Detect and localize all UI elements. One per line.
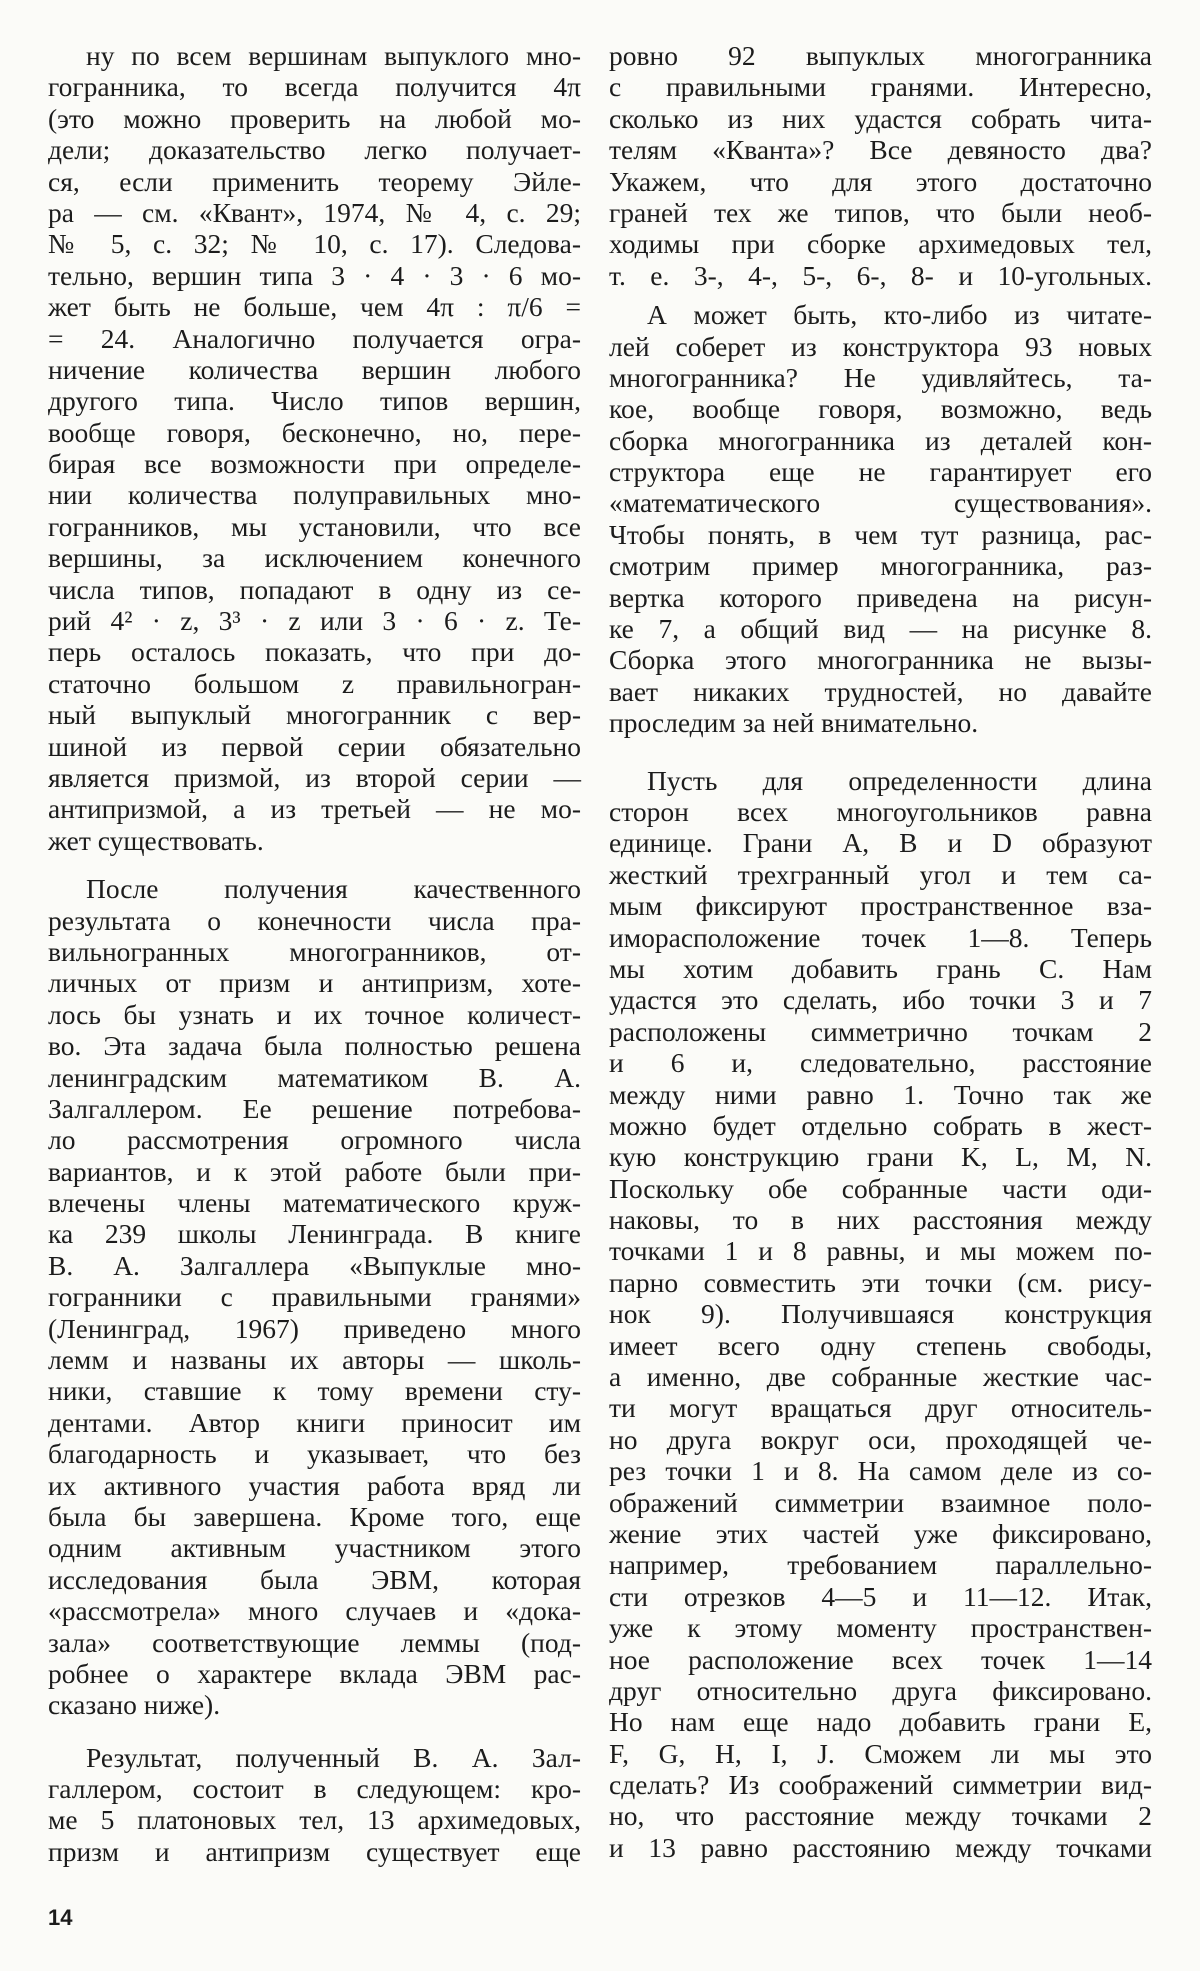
text-line: сколько из них удастся собрать чита- bbox=[609, 102, 1152, 134]
text-line: наковы, то в них расстояния между bbox=[609, 1204, 1152, 1236]
text-line: сторон всех многоугольников равна bbox=[609, 795, 1152, 827]
text-line: единице. Грани A, B и D образуют bbox=[609, 827, 1152, 859]
text-line: является призмой, из второй серии — bbox=[48, 761, 581, 793]
text-line: ленинградским математиком В. А. bbox=[48, 1061, 581, 1093]
text-line: Результат, полученный В. А. Зал- bbox=[86, 1741, 581, 1773]
text-line: благодарность и указывает, что без bbox=[48, 1438, 581, 1470]
text-line: дели; доказательство легко получает- bbox=[48, 134, 581, 166]
text-line: была бы завершена. Кроме того, еще bbox=[48, 1500, 581, 1532]
text-line: статочно большом z правильногран- bbox=[48, 667, 581, 699]
text-line: перь осталось показать, что при до- bbox=[48, 636, 581, 668]
text-line: ображений симметрии взаимное поло- bbox=[609, 1486, 1152, 1518]
text-line: многогранника? Не удивляйтесь, та- bbox=[609, 361, 1152, 393]
text-line: А может быть, кто-либо из читате- bbox=[647, 299, 1152, 331]
text-line: но, что расстояние между точками 2 bbox=[609, 1800, 1152, 1832]
text-line: вертка которого приведена на рисун- bbox=[609, 581, 1152, 613]
text-line: их активного участия работа вряд ли bbox=[48, 1469, 581, 1501]
text-line: вообще говоря, бесконечно, но, пере- bbox=[48, 416, 581, 448]
text-line: бирая все возможности при определе- bbox=[48, 448, 581, 480]
text-line: исследования была ЭВМ, которая bbox=[48, 1563, 581, 1595]
text-line: между ними равно 1. Точно так же bbox=[609, 1078, 1152, 1110]
text-line: Залгаллером. Ее решение потребова- bbox=[48, 1092, 581, 1124]
paragraph bbox=[48, 1742, 581, 1868]
text-line: влечены члены математического круж- bbox=[48, 1187, 581, 1219]
text-line: кое, вообще говоря, возможно, ведь bbox=[609, 393, 1152, 425]
text-line: мым фиксируют пространственное вза- bbox=[609, 890, 1152, 922]
paragraph bbox=[48, 40, 581, 856]
text-line: ке 7, а общий вид — на рисунке 8. bbox=[609, 613, 1152, 645]
text-line: «математического существования». bbox=[609, 487, 1152, 519]
text-line: нок 9). Получившаяся конструкция bbox=[609, 1298, 1152, 1330]
text-line: сделать? Из соображений симметрии вид- bbox=[609, 1769, 1152, 1801]
text-line: ти могут вращаться друг относитель- bbox=[609, 1392, 1152, 1424]
text-line: Чтобы понять, в чем тут разница, рас- bbox=[609, 518, 1152, 550]
paragraph bbox=[48, 873, 581, 1721]
text-line: ходимы при сборке архимедовых тел, bbox=[609, 228, 1152, 260]
text-line: проследим за ней внимательно. bbox=[609, 707, 979, 739]
text-line: Сборка этого многогранника не вызы- bbox=[609, 644, 1152, 676]
text-line: во. Эта задача была полностью решена bbox=[48, 1030, 581, 1062]
text-line: галлером, состоит в следующем: кро- bbox=[48, 1773, 581, 1805]
text-line: тельно, вершин типа 3 · 4 · 3 · 6 мо- bbox=[48, 259, 581, 291]
text-line: числа типов, попадают в одну из се- bbox=[48, 573, 581, 605]
text-line: например, требованием параллельно- bbox=[609, 1549, 1152, 1581]
text-line: можно будет отдельно собрать в жест- bbox=[609, 1109, 1152, 1141]
text-line: вильногранных многогранников, от- bbox=[48, 935, 581, 967]
text-line: т. е. 3-, 4-, 5-, 6-, 8- и 10-угольных. bbox=[609, 259, 1152, 291]
text-line: Укажем, что для этого достаточно bbox=[609, 165, 1152, 197]
text-line: зала» соответствующие леммы (под- bbox=[48, 1626, 581, 1658]
text-line: сборка многогранника из деталей кон- bbox=[609, 424, 1152, 456]
text-line: имеет всего одну степень свободы, bbox=[609, 1329, 1152, 1361]
text-line: а именно, две собранные жесткие час- bbox=[609, 1361, 1152, 1393]
text-line: и 13 равно расстоянию между точками bbox=[609, 1831, 1152, 1863]
text-line: ме 5 платоновых тел, 13 архимедовых, bbox=[48, 1804, 581, 1836]
text-line: После получения качественного bbox=[86, 873, 581, 905]
text-line: Но нам еще надо добавить грани E, bbox=[609, 1706, 1152, 1738]
paragraph bbox=[609, 40, 1152, 291]
text-line: друг относительно друга фиксировано. bbox=[609, 1674, 1152, 1706]
text-line: с правильными гранями. Интересно, bbox=[609, 71, 1152, 103]
page-number: 14 bbox=[48, 1905, 73, 1930]
text-line: личных от призм и антипризм, хоте- bbox=[48, 967, 581, 999]
text-line: телям «Кванта»? Все девяносто два? bbox=[609, 134, 1152, 166]
paragraph bbox=[609, 765, 1152, 1864]
text-line: (это можно проверить на любой мо- bbox=[48, 102, 581, 134]
text-line: уже к этому моменту пространствен- bbox=[609, 1612, 1152, 1644]
text-line: вает никаких трудностей, но давайте bbox=[609, 675, 1152, 707]
text-line: робнее о характере вклада ЭВМ рас- bbox=[48, 1657, 581, 1689]
text-line: расположены симметрично точкам 2 bbox=[609, 1015, 1152, 1047]
text-line: гогранников, мы установили, что все bbox=[48, 510, 581, 542]
text-line: жесткий трехгранный угол и тем са- bbox=[609, 858, 1152, 890]
text-line: ка 239 школы Ленинграда. В книге bbox=[48, 1218, 581, 1250]
text-line: «рассмотрела» много случаев и «дока- bbox=[48, 1595, 581, 1627]
text-line: = 24. Аналогично получается огра- bbox=[48, 322, 581, 354]
text-line: кую конструкцию грани K, L, M, N. bbox=[609, 1141, 1152, 1173]
text-line: парно совместить эти точки (см. рису- bbox=[609, 1266, 1152, 1298]
text-line: F, G, H, I, J. Сможем ли мы это bbox=[609, 1737, 1152, 1769]
text-line: структора еще не гарантирует его bbox=[609, 456, 1152, 488]
text-line: сти отрезков 4—5 и 11—12. Итак, bbox=[609, 1580, 1152, 1612]
text-line: В. А. Залгаллера «Выпуклые мно- bbox=[48, 1249, 581, 1281]
text-line: другого типа. Число типов вершин, bbox=[48, 385, 581, 417]
text-line: ся, если применить теорему Эйле- bbox=[48, 165, 581, 197]
text-line: удастся это сделать, ибо точки 3 и 7 bbox=[609, 984, 1152, 1016]
text-line: дентами. Автор книги приносит им bbox=[48, 1406, 581, 1438]
text-line: лей соберет из конструктора 93 новых bbox=[609, 330, 1152, 362]
text-line: Поскольку обе собранные части оди- bbox=[609, 1172, 1152, 1204]
text-line: ный выпуклый многогранник с вер- bbox=[48, 699, 581, 731]
text-line: сказано ниже). bbox=[48, 1689, 221, 1721]
text-line: жение этих частей уже фиксировано, bbox=[609, 1517, 1152, 1549]
text-line: антипризмой, а из третьей — не мо- bbox=[48, 793, 581, 825]
text-line: точками 1 и 8 равны, и мы можем по- bbox=[609, 1235, 1152, 1267]
text-line: ничение количества вершин любого bbox=[48, 353, 581, 385]
text-line: но друга вокруг оси, проходящей че- bbox=[609, 1423, 1152, 1455]
text-line: жет существовать. bbox=[48, 824, 264, 856]
text-line: шиной из первой серии обязательно bbox=[48, 730, 581, 762]
text-line: гогранника, то всегда получится 4π bbox=[48, 71, 581, 103]
text-line: ра — см. «Квант», 1974, № 4, с. 29; bbox=[48, 196, 581, 228]
text-line: Пусть для определенности длина bbox=[647, 764, 1152, 796]
left-column bbox=[48, 40, 581, 1867]
text-line: ло рассмотрения огромного числа bbox=[48, 1124, 581, 1156]
text-line: № 5, с. 32; № 10, с. 17). Следова- bbox=[48, 228, 581, 260]
text-line: призм и антипризм существует еще bbox=[48, 1835, 581, 1867]
right-column bbox=[609, 40, 1152, 1863]
text-line: ровно 92 выпуклых многогранника bbox=[609, 40, 1152, 71]
text-line: гогранники с правильными гранями» bbox=[48, 1281, 581, 1313]
text-line: жет быть не больше, чем 4π : π/6 = bbox=[48, 291, 581, 323]
text-line: (Ленинград, 1967) приведено много bbox=[48, 1312, 581, 1344]
paragraph bbox=[609, 299, 1152, 738]
text-line: вершины, за исключением конечного bbox=[48, 542, 581, 574]
text-line: и 6 и, следовательно, расстояние bbox=[609, 1047, 1152, 1079]
text-line: граней тех же типов, что были необ- bbox=[609, 196, 1152, 228]
text-line: лемм и названы их авторы — школь- bbox=[48, 1344, 581, 1376]
text-line: вариантов, и к этой работе были при- bbox=[48, 1155, 581, 1187]
text-line: одним активным участником этого bbox=[48, 1532, 581, 1564]
text-line: иморасположение точек 1—8. Теперь bbox=[609, 921, 1152, 953]
text-line: ну по всем вершинам выпуклого мно- bbox=[86, 40, 581, 71]
text-line: рий 4² · z, 3³ · z или 3 · 6 · z. Те- bbox=[48, 605, 581, 637]
text-line: ники, ставшие к тому времени сту- bbox=[48, 1375, 581, 1407]
text-line: ное расположение всех точек 1—14 bbox=[609, 1643, 1152, 1675]
text-line: рез точки 1 и 8. На самом деле из со- bbox=[609, 1455, 1152, 1487]
text-line: лось бы узнать и их точное количест- bbox=[48, 998, 581, 1030]
text-line: смотрим пример многогранника, раз- bbox=[609, 550, 1152, 582]
text-line: результата о конечности числа пра- bbox=[48, 904, 581, 936]
text-line: мы хотим добавить грань C. Нам bbox=[609, 952, 1152, 984]
text-line: нии количества полуправильных мно- bbox=[48, 479, 581, 511]
